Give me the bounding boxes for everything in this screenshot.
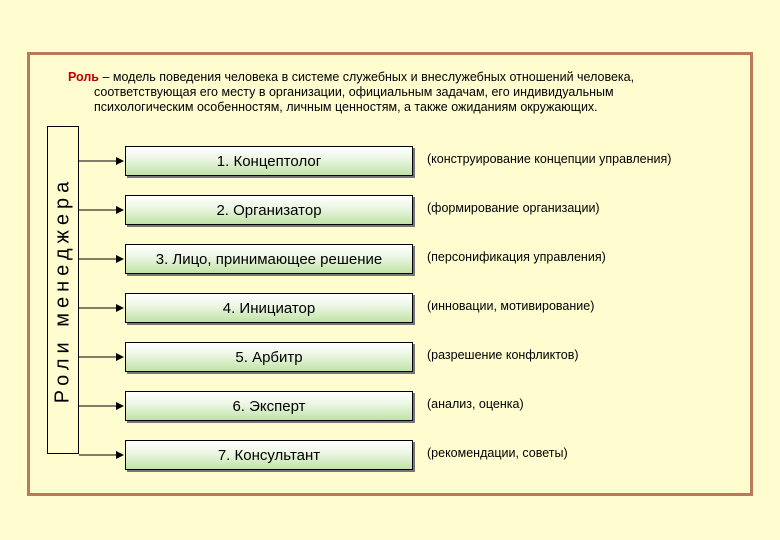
definition-text-1: – модель поведения человека в системе служебных и внеслужебных отношений человека, <box>98 70 635 84</box>
definition-term: Роль <box>68 70 99 84</box>
role-box-1: 1. Концептолог <box>125 146 413 176</box>
role-box-2: 2. Организатор <box>125 195 413 225</box>
role-desc-5: (разрешение конфликтов) <box>427 348 579 362</box>
role-desc-6: (анализ, оценка) <box>427 397 524 411</box>
definition-line-2: соответствующая его месту в организации, официальным задачам, его индивидуальным <box>94 85 614 99</box>
role-desc-3: (персонификация управления) <box>427 250 606 264</box>
role-box-3: 3. Лицо, принимающее решение <box>125 244 413 274</box>
definition-line-3: психологическим особенностям, личным ценностям, а также ожиданиям окружающих. <box>94 100 598 114</box>
role-box-4: 4. Инициатор <box>125 293 413 323</box>
side-label: Роли менеджера <box>51 176 74 404</box>
role-desc-7: (рекомендации, советы) <box>427 446 568 460</box>
role-box-7: 7. Консультант <box>125 440 413 470</box>
role-desc-4: (инновации, мотивирование) <box>427 299 595 313</box>
role-desc-2: (формирование организации) <box>427 201 600 215</box>
role-box-5: 5. Арбитр <box>125 342 413 372</box>
role-box-6: 6. Эксперт <box>125 391 413 421</box>
role-desc-1: (конструирование концепции управления) <box>427 152 672 166</box>
